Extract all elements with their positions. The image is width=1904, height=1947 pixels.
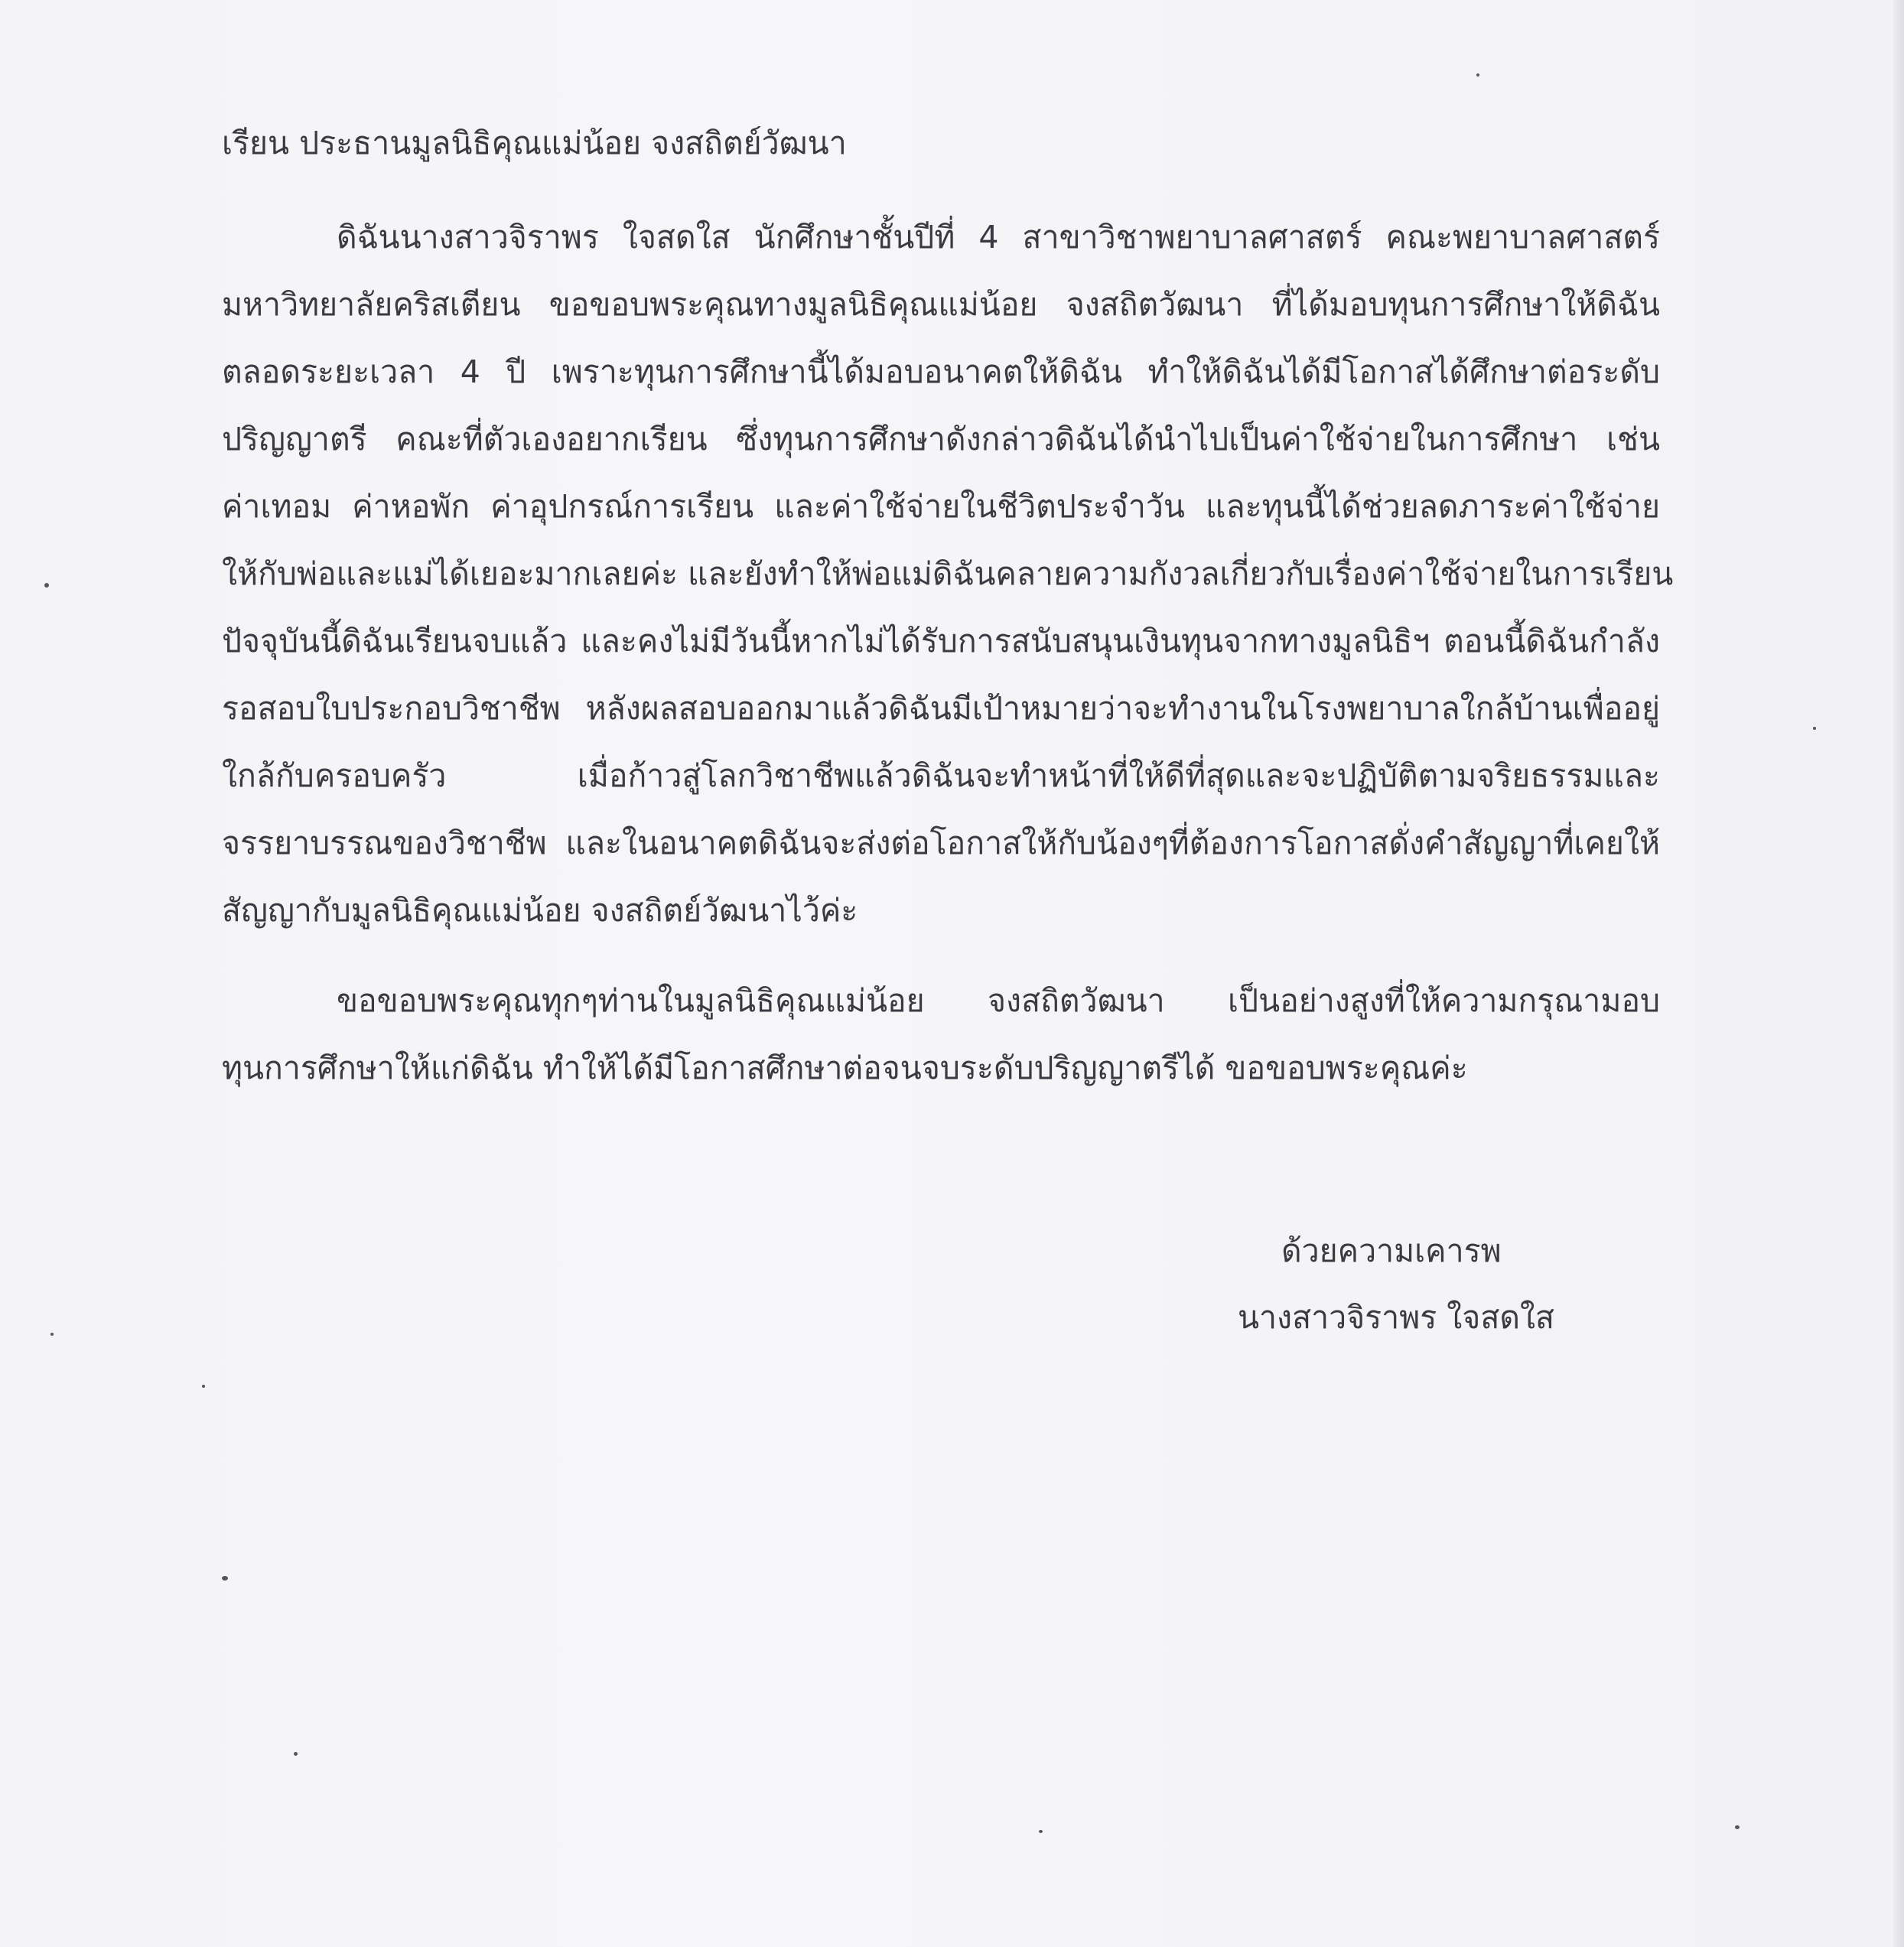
paragraph-1-line: ปริญญาตรี คณะที่ตัวเองอยากเรียน ซึ่งทุนการศึกษาดังกล่าวดิฉันได้นำไปเป็นค่าใช้จ่ายในการศึกษา เช่น xyxy=(222,421,1660,457)
scan-speck xyxy=(44,583,49,588)
scan-speck xyxy=(1735,1825,1740,1829)
paragraph-1-line: สัญญากับมูลนิธิคุณแม่น้อย จงสถิตย์วัฒนาไว้ค่ะ xyxy=(222,892,858,929)
paragraph-1-line: ดิฉันนางสาวจิราพร ใจสดใส นักศึกษาชั้นปีที่ 4 สาขาวิชาพยาบาลศาสตร์ คณะพยาบาลศาสตร์ xyxy=(337,219,1660,256)
paragraph-1-line: มหาวิทยาลัยคริสเตียน ขอขอบพระคุณทางมูลนิธิคุณแม่น้อย จงสถิตวัฒนา ที่ได้มอบทุนการศึกษาให้ดิฉัน xyxy=(222,286,1660,323)
scan-speck xyxy=(202,1385,205,1388)
paragraph-1-line: ตลอดระยะเวลา 4 ปี เพราะทุนการศึกษานี้ได้มอบอนาคตให้ดิฉัน ทำให้ดิฉันได้มีโอกาสได้ศึกษาต่อระดับ xyxy=(222,353,1660,390)
paragraph-2-line: ขอขอบพระคุณทุกๆท่านในมูลนิธิคุณแม่น้อย จงสถิตวัฒนา เป็นอย่างสูงที่ให้ความกรุณามอบ xyxy=(337,982,1660,1019)
letter-closing: ด้วยความเคารพ xyxy=(1281,1232,1502,1269)
scan-speck xyxy=(1039,1830,1043,1833)
letter-salutation: เรียน ประธานมูลนิธิคุณแม่น้อย จงสถิตย์วัฒนา xyxy=(222,125,847,161)
paragraph-1-line: จรรยาบรรณของวิชาชีพ และในอนาคตดิฉันจะส่งต่อโอกาสให้กับน้องๆที่ต้องการโอกาสดั่งคำสัญญาที่เคยให้ xyxy=(222,825,1660,861)
paragraph-1-line: ให้กับพ่อและแม่ได้เยอะมากเลยค่ะ และยังทำให้พ่อแม่ดิฉันคลายความกังวลเกี่ยวกับเรื่องค่าใช้จ่ายในการเรียน xyxy=(222,555,1674,592)
paragraph-1-line: ค่าเทอม ค่าหอพัก ค่าอุปกรณ์การเรียน และค่าใช้จ่ายในชีวิตประจำวัน และทุนนี้ได้ช่วยลดภาระค่าใช้จ่าย xyxy=(222,488,1660,525)
scan-speck xyxy=(1476,73,1479,77)
paragraph-1-line: ปัจจุบันนี้ดิฉันเรียนจบแล้ว และคงไม่มีวันนี้หากไม่ได้รับการสนับสนุนเงินทุนจากทางมูลนิธิฯ ตอนนี้ดิฉันกำลัง xyxy=(222,623,1660,659)
scan-speck xyxy=(294,1752,298,1756)
letter-signature-name: นางสาวจิราพร ใจสดใส xyxy=(1238,1299,1555,1336)
paragraph-2-line: ทุนการศึกษาให้แก่ดิฉัน ทำให้ได้มีโอกาสศึกษาต่อจนจบระดับปริญญาตรีได้ ขอขอบพระคุณค่ะ xyxy=(222,1050,1468,1086)
scan-speck xyxy=(222,1576,228,1581)
page-edge-shadow xyxy=(1893,0,1904,1947)
scan-speck xyxy=(1813,727,1816,730)
scan-speck xyxy=(50,1333,54,1336)
paragraph-1-line: รอสอบใบประกอบวิชาชีพ หลังผลสอบออกมาแล้วดิฉันมีเป้าหมายว่าจะทำงานในโรงพยาบาลใกล้บ้านเพื่ออยู่ xyxy=(222,690,1660,727)
paragraph-1-line: ใกล้กับครอบครัว เมื่อก้าวสู่โลกวิชาชีพแล้วดิฉันจะทำหน้าที่ให้ดีที่สุดและจะปฏิบัติตามจริยธรรมและ xyxy=(222,757,1660,794)
